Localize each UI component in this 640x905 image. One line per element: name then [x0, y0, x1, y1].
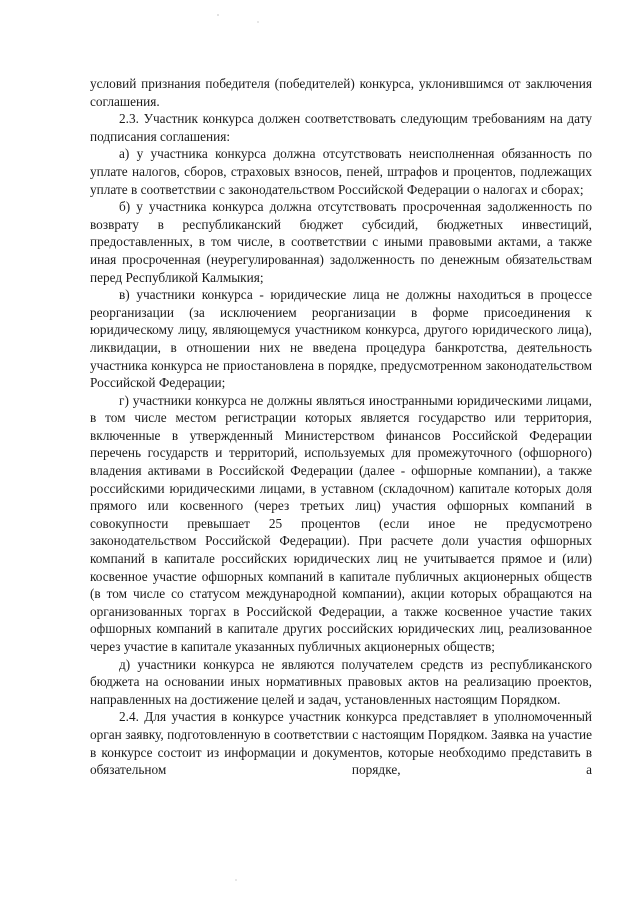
paragraph-2-3-b: б) у участника конкурса должна отсутствовать просроченная задолженность по возврату в республиканский бюджет субсидий, бюджетных инвестиций, предоставленных, в том числе, в соответствии с иными правовыми актами, а также иная просроченная (неурегулированная) задолженность по денежным обязательствам перед Республикой Калмыкия; — [90, 199, 592, 285]
paragraph-2-4: 2.4. Для участия в конкурсе участник конкурса представляет в уполномоченный орган заявку, подготовленную в соответствии с настоящим Порядком. Заявка на участие в конкурсе состоит из информации и документов, которые необходимо представить в обязательном порядке, а — [90, 709, 592, 778]
paragraph-2-3-a: а) у участника конкурса должна отсутствовать неисполненная обязанность по уплате налогов, сборов, страховых взносов, пеней, штрафов и процентов, подлежащих уплате в соответствии с законодательством Российской Федерации о налогах и сборах; — [90, 146, 592, 197]
paragraph-2-3-g: г) участники конкурса не должны являться иностранными юридическими лицами, в том числе местом регистрации которых является государство или территория, включенные в утвержденный Министерством финансов Российской Федерации перечень государств и территорий, используемых для промежуточного (офшорного) владения активами в Российской Федерации (далее - офшорные компании), а также российскими юридическими лицами, в уставном (складочном) капитале которых доля прямого или косвенного (через третьих лиц) участия офшорных компаний в совокупности превышает 25 процентов (если иное не предусмотрено законодательством Российской Федерации). При расчете доли участия офшорных компаний в капитале российских юридических лиц не учитывается прямое и (или) косвенное участие офшорных компаний в капитале публичных акционерных обществ (в том числе со статусом международной компании), акции которых обращаются на организованных торгах в Российской Федерации, а также косвенное участие таких офшорных компаний в капитале других российских юридических лиц, реализованное через участие в капитале указанных публичных акционерных обществ; — [90, 392, 592, 654]
paragraph-2-3-v: в) участники конкурса - юридические лица не должны находиться в процессе реорганизации (за исключением реорганизации в форме присоединения к юридическому лицу, являющемуся участником конкурса, другого юридического лица), ликвидации, в отношении них не введена процедура банкротства, деятельность участника конкурса не приостановлена в порядке, предусмотренном законодательством Российской Федерации; — [90, 287, 592, 391]
paragraph-intro-continuation: условий признания победителя (победителей) конкурса, уклонившимся от заключения соглашения. — [90, 76, 592, 109]
paragraph-2-3: 2.3. Участник конкурса должен соответствовать следующим требованиям на дату подписания соглашения: — [90, 111, 592, 144]
paragraph-2-3-d: д) участники конкурса не являются получателем средств из республиканского бюджета на основании иных нормативных правовых актов на реализацию проектов, направленных на достижение целей и задач, установленных настоящим Порядком. — [90, 656, 592, 707]
document-body — [90, 75, 592, 779]
